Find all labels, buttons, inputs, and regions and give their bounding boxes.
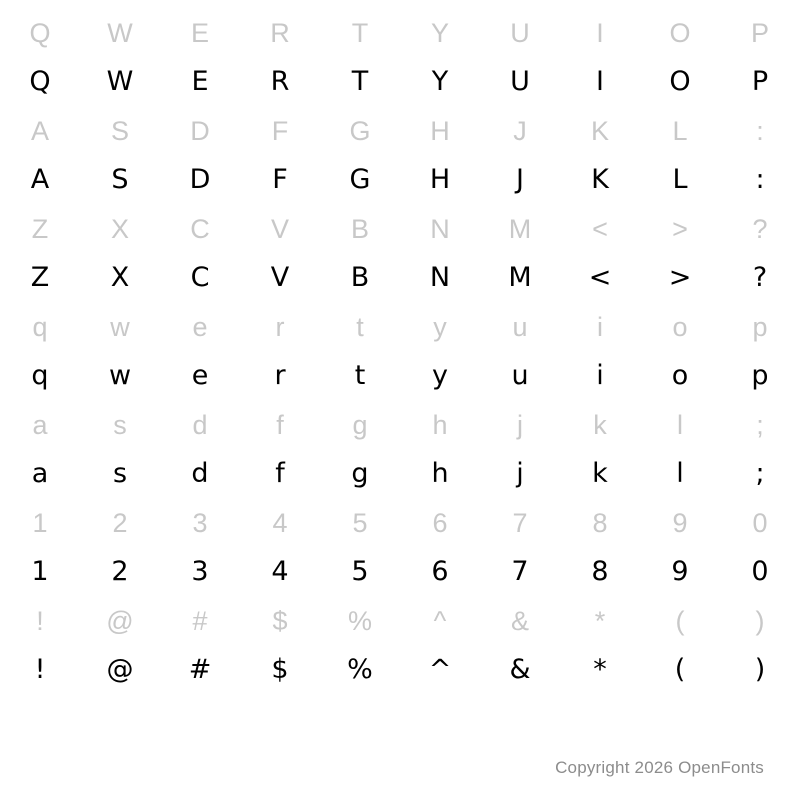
reference-glyph: 0	[752, 508, 768, 538]
sample-glyph: T	[351, 66, 369, 97]
sample-glyph: (	[674, 654, 686, 685]
reference-glyph: ^	[433, 606, 447, 636]
reference-glyph: E	[190, 18, 209, 48]
sample-glyph: t	[354, 360, 366, 391]
sample-glyph: 0	[751, 556, 769, 587]
sample-glyph: @	[106, 654, 134, 685]
glyph-row-pair	[0, 588, 800, 686]
reference-glyph: P	[750, 18, 769, 48]
sample-glyph: X	[110, 262, 130, 293]
sample-glyph: :	[755, 164, 765, 195]
sample-glyph: 5	[351, 556, 369, 587]
reference-row	[0, 0, 800, 48]
reference-glyph: A	[30, 116, 49, 146]
sample-glyph: w	[108, 360, 132, 391]
reference-glyph: 2	[112, 508, 128, 538]
reference-glyph: t	[356, 312, 364, 342]
reference-glyph: k	[593, 410, 607, 440]
sample-glyph: 4	[271, 556, 289, 587]
reference-glyph: ?	[752, 214, 768, 244]
reference-glyph: L	[672, 116, 688, 146]
sample-glyph: ^	[428, 654, 452, 685]
reference-glyph: G	[349, 116, 371, 146]
reference-row	[0, 98, 800, 146]
reference-glyph: y	[433, 312, 447, 342]
reference-glyph: N	[430, 214, 450, 244]
reference-glyph: h	[432, 410, 448, 440]
reference-glyph: T	[351, 18, 369, 48]
sample-glyph: ?	[752, 262, 768, 293]
reference-row	[0, 196, 800, 244]
reference-glyph: *	[594, 606, 606, 636]
reference-glyph: F	[271, 116, 289, 146]
sample-glyph: )	[754, 654, 766, 685]
sample-glyph: <	[588, 262, 612, 293]
sample-glyph: *	[593, 654, 607, 685]
reference-glyph: 5	[352, 508, 368, 538]
sample-glyph: 6	[431, 556, 449, 587]
reference-row	[0, 490, 800, 538]
reference-glyph: i	[597, 312, 603, 342]
sample-glyph: B	[350, 262, 370, 293]
reference-glyph: I	[596, 18, 604, 48]
reference-glyph: o	[672, 312, 688, 342]
sample-glyph: L	[672, 164, 688, 195]
sample-glyph: M	[508, 262, 532, 293]
reference-glyph: $	[272, 606, 288, 636]
reference-glyph: r	[275, 312, 285, 342]
reference-glyph: 8	[592, 508, 608, 538]
sample-glyph: J	[516, 164, 524, 195]
reference-glyph: V	[270, 214, 289, 244]
sample-glyph: q	[31, 360, 49, 391]
sample-glyph: G	[349, 164, 371, 195]
sample-glyph: W	[106, 66, 134, 97]
reference-glyph: K	[590, 116, 609, 146]
reference-glyph: X	[110, 214, 129, 244]
sample-glyph: S	[111, 164, 129, 195]
sample-glyph: &	[509, 654, 531, 685]
sample-row	[0, 342, 800, 392]
reference-glyph: R	[270, 18, 290, 48]
reference-glyph: 9	[672, 508, 688, 538]
reference-glyph: j	[517, 410, 523, 440]
sample-glyph: K	[591, 164, 609, 195]
reference-glyph: B	[350, 214, 369, 244]
sample-row	[0, 48, 800, 98]
reference-glyph: W	[107, 18, 133, 48]
sample-glyph: e	[191, 360, 209, 391]
reference-glyph: %	[347, 606, 372, 636]
sample-glyph: D	[189, 164, 211, 195]
sample-glyph: E	[191, 66, 209, 97]
reference-glyph: l	[677, 410, 683, 440]
sample-glyph: %	[347, 654, 373, 685]
sample-glyph: l	[676, 458, 684, 489]
sample-glyph: u	[511, 360, 529, 391]
sample-glyph: p	[751, 360, 769, 391]
reference-glyph: Q	[29, 18, 51, 48]
reference-glyph: w	[110, 312, 130, 342]
reference-glyph: 7	[512, 508, 528, 538]
reference-row	[0, 294, 800, 342]
sample-glyph: a	[31, 458, 49, 489]
sample-glyph: $	[271, 654, 289, 685]
sample-glyph: f	[275, 458, 285, 489]
sample-glyph: H	[429, 164, 451, 195]
reference-glyph: C	[190, 214, 210, 244]
reference-glyph: 4	[272, 508, 288, 538]
reference-glyph: g	[352, 410, 368, 440]
reference-glyph: &	[510, 606, 529, 636]
sample-glyph: P	[751, 66, 769, 97]
sample-glyph: i	[596, 360, 604, 391]
reference-glyph: S	[110, 116, 129, 146]
sample-glyph: 7	[511, 556, 529, 587]
sample-row	[0, 440, 800, 490]
glyph-row-pair	[0, 196, 800, 294]
reference-glyph: @	[106, 606, 134, 636]
glyph-row-pair	[0, 392, 800, 490]
sample-glyph: U	[510, 66, 530, 97]
reference-glyph: s	[113, 410, 127, 440]
sample-glyph: 9	[671, 556, 689, 587]
sample-glyph: 8	[591, 556, 609, 587]
reference-glyph: q	[32, 312, 48, 342]
sample-glyph: y	[432, 360, 448, 391]
reference-glyph: ;	[756, 410, 764, 440]
reference-glyph: 3	[192, 508, 208, 538]
sample-glyph: Y	[431, 66, 449, 97]
sample-glyph: #	[188, 654, 212, 685]
sample-glyph: R	[270, 66, 290, 97]
reference-glyph: )	[755, 606, 765, 636]
reference-row	[0, 588, 800, 636]
reference-glyph: O	[669, 18, 691, 48]
sample-glyph: 2	[111, 556, 129, 587]
reference-glyph: M	[508, 214, 532, 244]
sample-glyph: V	[270, 262, 290, 293]
reference-glyph: e	[192, 312, 208, 342]
reference-row	[0, 392, 800, 440]
sample-glyph: h	[431, 458, 449, 489]
reference-glyph: p	[752, 312, 768, 342]
reference-glyph: f	[276, 410, 284, 440]
reference-glyph: <	[592, 214, 608, 244]
reference-glyph: 6	[432, 508, 448, 538]
sample-glyph: A	[30, 164, 50, 195]
sample-glyph: r	[274, 360, 286, 391]
sample-glyph: I	[596, 66, 604, 97]
reference-glyph: (	[675, 606, 685, 636]
reference-glyph: #	[192, 606, 208, 636]
sample-row	[0, 146, 800, 196]
glyph-row-pair	[0, 294, 800, 392]
sample-glyph: F	[272, 164, 288, 195]
sample-glyph: g	[351, 458, 369, 489]
reference-glyph: Z	[31, 214, 49, 244]
sample-glyph: j	[516, 458, 524, 489]
sample-glyph: !	[34, 654, 46, 685]
reference-glyph: a	[32, 410, 48, 440]
glyph-row-pair	[0, 490, 800, 588]
reference-glyph: d	[192, 410, 208, 440]
reference-glyph: :	[756, 116, 764, 146]
reference-glyph: D	[190, 116, 210, 146]
sample-row	[0, 538, 800, 588]
reference-glyph: U	[510, 18, 530, 48]
glyph-row-pair	[0, 0, 800, 98]
sample-glyph: d	[191, 458, 209, 489]
sample-glyph: C	[190, 262, 210, 293]
reference-glyph: !	[36, 606, 44, 636]
sample-glyph: Q	[29, 66, 51, 97]
sample-glyph: ;	[755, 458, 765, 489]
sample-glyph: O	[669, 66, 691, 97]
sample-glyph: o	[671, 360, 689, 391]
reference-glyph: >	[672, 214, 688, 244]
reference-glyph: u	[512, 312, 528, 342]
reference-glyph: J	[513, 116, 527, 146]
sample-row	[0, 244, 800, 294]
sample-glyph: 1	[31, 556, 49, 587]
sample-glyph: N	[429, 262, 451, 293]
sample-glyph: s	[112, 458, 128, 489]
reference-glyph: 1	[32, 508, 48, 538]
sample-glyph: 3	[191, 556, 209, 587]
sample-glyph: k	[592, 458, 608, 489]
reference-glyph: Y	[430, 18, 449, 48]
copyright-notice: Copyright 2026 OpenFonts	[555, 758, 764, 777]
sample-glyph: Z	[30, 262, 50, 293]
sample-glyph: >	[668, 262, 692, 293]
glyph-row-pair	[0, 98, 800, 196]
reference-glyph: H	[430, 116, 450, 146]
sample-row	[0, 636, 800, 686]
